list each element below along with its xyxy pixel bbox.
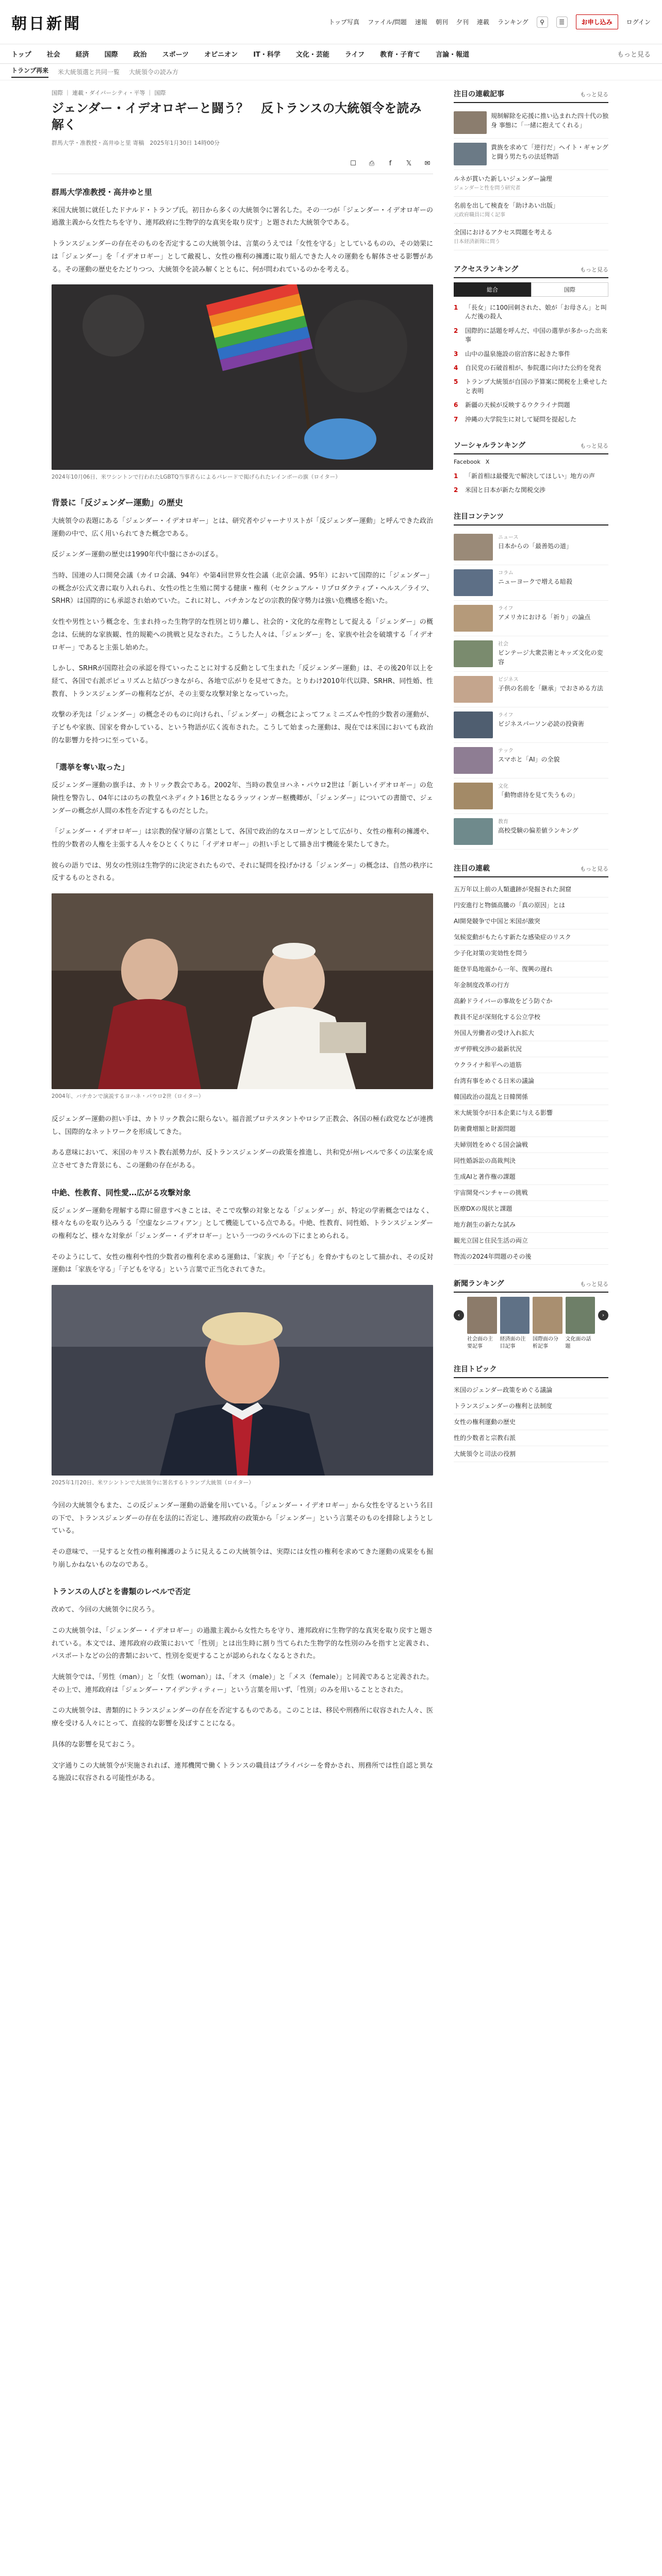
carousel-card[interactable] [500, 1297, 530, 1334]
figure-rainbow-flag [52, 284, 433, 482]
list-item[interactable]: 観光立国と住民生活の両立 [454, 1233, 608, 1249]
nav-item[interactable]: 言論・報道 [436, 51, 470, 59]
list-item[interactable]: 防衛費増額と財源問題 [454, 1121, 608, 1137]
site-header [0, 0, 662, 80]
carousel-captions: 社会面の主要記事 経済面の注目記事 国際面の分析記事 文化面の話題 [467, 1336, 591, 1349]
list-item[interactable]: 米国のジェンダー政策をめぐる議論 [454, 1382, 608, 1398]
ranking-item[interactable]: 2 国際的に話題を呼んだ、中国の選挙が多かった出来事 [454, 327, 608, 344]
list-item[interactable]: 女性の権利運動の歴史 [454, 1414, 608, 1430]
rainbow-flag-illustration [52, 284, 433, 470]
article-title: ジェンダー・イデオロギーと闘う？ 反トランスの大統領令を読み解く [52, 101, 422, 132]
paragraph: この大統領令は、「ジェンダー・イデオロギー」の過激主義から女性たちを守り、連邦政府に生物学的な真実を取り戻すと題されている。本文では、連邦政府の政策において「性別」とは出生時に割り当てられた生物学的な性別のみを指すと定義され、パスポートなどの公的書類において、性別を変更することが認められなくなるとされた。 [52, 1627, 433, 1660]
tab-total[interactable]: 総合 [454, 282, 531, 297]
thumbnail [454, 640, 493, 667]
search-icon[interactable]: ⚲ [537, 16, 548, 28]
thumbnail [454, 111, 487, 134]
list-item[interactable]: 宇宙開発ベンチャーの挑戦 [454, 1185, 608, 1201]
sub-nav [0, 64, 662, 80]
paragraph: 米国大統領に就任したドナルド・トランプ氏。初日から多くの大統領令に署名した。その一つが「ジェンダー・イデオロギーの過激主義から女性たちを守り、連邦政府に生物学的な真実を取り戻す」と題された大統領令である。 [52, 206, 433, 227]
subscribe-button[interactable]: お申し込み [576, 14, 618, 29]
list-item[interactable]: 生成AIと著作権の課題 [454, 1169, 608, 1185]
feature-item[interactable]: 教育 高校受験の偏差値ランキング [454, 814, 608, 850]
section-heading: 背景に「反ジェンダー運動」の歴史 [52, 498, 184, 508]
thumbnail [454, 676, 493, 703]
menu-icon[interactable]: ☰ [556, 16, 568, 28]
more-link[interactable]: もっと見る [580, 266, 608, 273]
photo-rainbow-flag[interactable] [52, 284, 433, 470]
list-item[interactable]: 円安進行と物価高騰の「真の原因」とは [454, 897, 608, 913]
list-item[interactable]: 外国人労働者の受け入れ拡大 [454, 1025, 608, 1041]
list-item[interactable]: 韓国政治の混乱と日韓関係 [454, 1089, 608, 1105]
thumbnail [454, 534, 493, 561]
paragraph: この大統領令は、書類的にトランスジェンダーの存在を否定するものである。このことは、移民や刑務所に収容された人々、医療を受ける人々にとって、直接的な影響を及ぼすことになる。 [52, 1707, 433, 1728]
bookmark-icon[interactable]: ☐ [350, 160, 356, 168]
trump-illustration [52, 1285, 433, 1476]
nav-item[interactable]: 教育・子育て [380, 51, 421, 59]
paragraph: 反ジェンダー運動の担い手は、カトリック教会に限らない。福音派プロテスタントやロシア正教会、各国の極右政党などが連携し、国際的なネットワークを形成してきた。 [52, 1115, 433, 1136]
more-link[interactable]: もっと見る [580, 865, 608, 872]
nav-item[interactable]: 経済 [75, 51, 89, 59]
top-link[interactable]: 夕刊 [456, 19, 469, 26]
list-item[interactable]: 能登半島地震から一年、復興の遅れ [454, 961, 608, 977]
paragraph: しかし、SRHRが国際社会の承認を得ていったことに対する反動として生まれた「反ジェンダー運動」は、その後20年以上を経て、各国で右派ポピュリズムと結びつきながら、各地で広がりを見せてきた。とりわけ2010年代以降、SRHR、同性婚、性教育、トランスジェンダーの権利などが、その主要な攻撃対象となっていった。 [52, 665, 433, 698]
list-item[interactable]: ガザ停戦交渉の最新状況 [454, 1041, 608, 1057]
list-item[interactable]: 貴族を求めて「逆行だ」ヘイト・ギャングと闘う男たちの法廷物語 [454, 139, 608, 170]
list-item[interactable]: 気候変動がもたらす新たな感染症のリスク [454, 929, 608, 945]
sidebar-heading: 注目コンテンツ [454, 511, 608, 526]
ranking-item[interactable]: 6 新疆の天候が反映するウクライナ問題 [454, 401, 570, 409]
paragraph: 改めて、今回の大統領令に戻ろう。 [52, 1606, 159, 1614]
list-item[interactable]: ルネが貫いた新しいジェンダー論理 ジェンダーと性を問う研究者 [454, 170, 608, 197]
access-ranking [454, 264, 608, 427]
paragraph: トランスジェンダーの存在そのものを否定するこの大統領令は、言葉のうえでは「女性を守る」としているものの、その効果には「ジェンダー」を「イデオロギー」として敵視し、女性の権利の擁護に取り組んできた人々の運動をも解体させる影響がある。その運動の歴史をたどりつつ、大統領令を読み解くとともに、何が問われているのかを考える。 [52, 240, 433, 274]
facebook-icon[interactable]: f [389, 160, 392, 168]
list-item[interactable]: 大統領令と司法の役割 [454, 1446, 608, 1462]
paragraph: 女性や男性という概念を、生まれ持った生物学的な性別と切り離し、社会的・文化的な産物として捉える「ジェンダー」の概念は、伝統的な家族観、性的規範への挑戦と見なされた。こうした人々は、「ジェンダー」を、家族や社会を破壊する「イデオロギー」であると主張し始めた。 [52, 618, 433, 652]
carousel-card[interactable] [533, 1297, 562, 1334]
top-link[interactable]: ランキング [497, 19, 528, 26]
x-icon[interactable]: 𝕏 [406, 160, 412, 168]
feature-item[interactable]: テック スマホと「AI」の全貌 [454, 743, 608, 778]
paragraph: 反ジェンダー運動を理解する際に留意すべきことは、そこで攻撃の対象となる「ジェンダー」が、特定の学術概念ではなく、様々なものを取り込みうる「空虚なシニフィアン」として機能している点である。中絶、性教育、同性婚、トランスジェンダーの権利など、様々な対象が「ジェンダー・イデオロギー」という一つのラベルの下にまとめられる。 [52, 1207, 433, 1241]
more-link[interactable]: もっと見る [580, 442, 608, 449]
top-link[interactable]: 速報 [415, 19, 427, 26]
paragraph: 文字通りこの大統領令が実施されれば、連邦機関で働くトランスの職員はプライバシーを脅かされ、刑務所では性自認と異なる施設に収容される可能性がある。 [52, 1761, 433, 1783]
chevron-right-icon[interactable]: › [598, 1310, 608, 1320]
mail-icon[interactable]: ✉ [424, 160, 431, 168]
section-heading: 中絶、性教育、同性愛…広がる攻撃対象 [52, 1188, 191, 1197]
sidebar-heading: 注目トピック [454, 1364, 608, 1378]
print-icon[interactable]: ⎙ [369, 160, 375, 168]
thumbnail [454, 711, 493, 738]
ranking-item[interactable]: 1 「長女」に100回刺された、娘が「お母さん」と叫んだ後の殺人 [454, 304, 607, 320]
list-item[interactable]: AI開発競争で中国と米国が激突 [454, 913, 608, 929]
paragraph: 攻撃の矛先は「ジェンダー」の概念そのものに向けられ、「ジェンダー」の概念によってフェミニズムや性的少数者の運動が、子どもや家族、国家を脅かしている、という物語が広く流布された。こうして始まった運動は、現在では米国においても政治的な影響力を持つに至っている。 [52, 711, 433, 744]
sidebar-heading: アクセスランキング もっと見る [454, 264, 608, 278]
thumbnail [454, 747, 493, 774]
feature-item[interactable]: ライフ ビジネスパーソン必読の投資術 [454, 707, 608, 743]
paragraph: 具体的な影響を見ておこう。 [52, 1740, 139, 1749]
subnav-active[interactable]: トランプ再来 [11, 66, 48, 78]
section-heading: 「選挙を奪い取った」 [52, 762, 129, 772]
list-item[interactable]: 同性婚訴訟の高裁判決 [454, 1153, 608, 1169]
nav-item[interactable]: IT・科学 [253, 51, 280, 59]
more-link[interactable]: もっと見る [580, 91, 608, 98]
figure-pope [52, 893, 433, 1101]
photo-trump[interactable] [52, 1285, 433, 1476]
site-logo[interactable]: 朝日新聞 [11, 14, 81, 33]
paragraph: 反ジェンダー運動の歴史は1990年代中盤にさかのぼる。 [52, 551, 223, 559]
nav-item[interactable]: トップ [11, 51, 31, 59]
list-item[interactable]: 台湾有事をめぐる日米の議論 [454, 1073, 608, 1089]
paragraph: ある意味において、米国のキリスト教右派勢力が、反トランスジェンダーの政策を推進し、共和党が州レベルで多くの法案を成立させてきた背景にも、この運動の存在がある。 [52, 1149, 433, 1170]
x-tab[interactable]: X [485, 458, 490, 465]
paragraph: 「ジェンダー・イデオロギー」は宗教的保守層の言葉として、各国で政治的なスローガンとして広がり、女性の権利の擁護や、性的少数者の人権を主張する人々をひとくくりに「イデオロギー」の担い手として描き出す機能を果たしてきた。 [52, 828, 433, 849]
nav-item[interactable]: スポーツ [162, 51, 189, 59]
paragraph: 当時、国連の人口開発会議（カイロ会議、94年）や第4回世界女性会議（北京会議、95年）において国際的に「ジェンダー」の概念が公式文書に取り入れられ、女性の性と生殖に関する健康・権利（セクシュアル・リプロダクティブ・ヘルス／ライツ、SRHR）は国際的にも承認され始めていた。これに対し、バチカンなどの宗教的保守勢力は強い危機感を抱いた。 [52, 572, 433, 605]
list-item[interactable]: ウクライナ和平への道筋 [454, 1057, 608, 1073]
social-tabs [454, 459, 608, 465]
top-link[interactable]: 連載 [476, 19, 489, 26]
list-item[interactable]: 規制解除を応援に推い込まれた四十代の独身 事態に「一緒に抱えてくれる」 [454, 107, 608, 139]
ranking-item[interactable]: 7 沖縄の大学院生に対して疑問を提起した [454, 415, 577, 423]
list-item[interactable]: 夫婦別姓をめぐる国会論戦 [454, 1137, 608, 1153]
chevron-left-icon[interactable]: ‹ [454, 1310, 464, 1320]
paragraph: 今回の大統領令もまた、この反ジェンダー運動の語彙を用いている。「ジェンダー・イデオロギー」から女性を守るという名目の下で、トランスジェンダーの存在を法的に否定し、連邦政府の政策から「ジェンダー」という言葉そのものを排除しようとしている。 [52, 1501, 433, 1535]
list-item[interactable]: トランスジェンダーの権利と法制度 [454, 1398, 608, 1414]
top-links [328, 14, 651, 29]
nav-item[interactable]: オピニオン [204, 51, 238, 59]
sidebar-heading: 注目の連載記事 もっと見る [454, 89, 608, 103]
subnav-item[interactable]: 大統領令の読み方 [129, 69, 179, 76]
digital-content [454, 511, 608, 850]
paragraph: その意味で、一見すると女性の権利擁護のように見えるこの大統領令は、実際には女性の権利を求めてきた運動の成果をも掘り崩しかねないものなのである。 [52, 1548, 433, 1569]
photo-caption: 2024年10月06日、米ワシントンで行われたLGBTQ当事者らによるパレードで掲げられたレインボーの旗（ロイター） [52, 474, 341, 481]
nav-item[interactable]: 社会 [46, 51, 60, 59]
main-nav [0, 44, 662, 64]
paragraph: 大統領令では、「男性（man）」と「女性（woman）」は、「オス（male）」と「メス（female）」と同義であると定義された。その上で、連邦政府は「ジェンダー・アイデンティティー」という言葉を用いず、「性別」のみを用いることとされた。 [52, 1673, 433, 1694]
ranking-tabs [454, 282, 608, 297]
thumbnail [454, 143, 487, 165]
top-bar [0, 0, 662, 44]
feature-item[interactable]: コラム ニューヨークで増える暗殺 [454, 565, 608, 601]
thumbnail [454, 605, 493, 632]
nav-item[interactable]: ライフ [344, 51, 365, 59]
photo-caption: 2025年1月20日、米ワシントンで大統領令に署名するトランプ大統領（ロイター） [52, 1480, 254, 1486]
feature-item[interactable]: ビジネス 子供の名前を「継承」でおさめる方法 [454, 672, 608, 707]
photo-caption: 2004年、バチカンで演説するヨハネ・パウロ2世（ロイター） [52, 1093, 204, 1100]
list-item[interactable]: 医療DXの現状と課題 [454, 1201, 608, 1217]
carousel-card[interactable] [566, 1297, 595, 1334]
list-item[interactable]: 物流の2024年問題のその後 [454, 1249, 608, 1265]
ranking-item[interactable]: 1 「新首相は最優先で解決してほしい」地方の声 [454, 472, 595, 480]
article-meta: 群馬大学・准教授・高井ゆと里 寄稿 2025年1月30日 14時00分 [52, 139, 220, 146]
page-body [0, 80, 662, 1793]
article [52, 80, 433, 1793]
ranking-item[interactable]: 5 トランプ大統領が自国の予算案に関税を上乗せしたと表明 [454, 378, 608, 395]
author-heading: 群馬大学准教授・高井ゆと里 [52, 187, 153, 197]
carousel [454, 1297, 608, 1334]
subnav-item[interactable]: 米大統領選と共同一覧 [58, 69, 120, 76]
breadcrumb[interactable]: 国際 ｜ 連載・ダイバーシティ・平等 ｜ 国際 [52, 90, 166, 96]
nav-more-link[interactable]: もっと見る [617, 51, 651, 59]
newspaper-ranking [454, 1278, 608, 1350]
list-item[interactable]: 年金制度改革の行方 [454, 977, 608, 993]
list-item[interactable]: 全国におけるアクセス問題を考える 日本経済新聞に問う [454, 224, 608, 250]
list-item[interactable]: 高齢ドライバーの事故をどう防ぐか [454, 993, 608, 1009]
nav-item[interactable]: 政治 [133, 51, 147, 59]
thumbnail [454, 818, 493, 845]
sidebar-heading: 新聞ランキング もっと見る [454, 1278, 608, 1293]
carousel-card[interactable] [467, 1297, 497, 1334]
featured-series [454, 89, 608, 250]
paragraph: そのようにして、女性の権利や性的少数者の権利を求める運動は、「家族」や「子ども」を脅かすものとして描かれ、その反対運動は「家族を守る」「子どもを守る」という言葉で正当化されてきた。 [52, 1253, 433, 1274]
top-link[interactable]: 朝刊 [435, 19, 448, 26]
list-item[interactable]: 教員不足が深刻化する公立学校 [454, 1009, 608, 1025]
ranking-item[interactable]: 3 山中の温泉施設の宿泊客に起きた事件 [454, 350, 571, 358]
top-link[interactable]: トップ写真 [328, 19, 360, 26]
tab-intl[interactable]: 国際 [531, 282, 608, 297]
social-ranking [454, 440, 608, 498]
sidebar-heading: ソーシャルランキング もっと見る [454, 440, 608, 454]
section-heading: トランスの人びとを書類のレベルで否定 [52, 1587, 191, 1597]
list-item[interactable]: 地方創生の新たな試み [454, 1217, 608, 1233]
feature-item[interactable]: ニュース 日本からの「最善処の道」 [454, 530, 608, 565]
pope-illustration [52, 893, 433, 1089]
ranking-item[interactable]: 2 米国と日本が新たな関税交渉 [454, 486, 546, 494]
nav-item[interactable]: 文化・芸能 [295, 51, 329, 59]
list-item[interactable]: 名前を出して検査を「助けあい出版」 元政府職員に聞く記事 [454, 197, 608, 224]
sidebar [454, 80, 608, 1793]
list-item[interactable]: 五万年以上前の人類遺跡が発掘された洞窟 [454, 882, 608, 897]
facebook-tab[interactable]: Facebook [454, 458, 481, 465]
feature-item[interactable]: 社会 ビンテージ大衆芸術とキッズ文化の変容 [454, 636, 608, 672]
latest-list [454, 863, 608, 1265]
figure-trump [52, 1285, 433, 1487]
list-item[interactable]: 少子化対策の実効性を問う [454, 945, 608, 961]
paragraph: 彼らの語りでは、男女の性別は生物学的に決定されたもので、それに疑問を投げかける「ジェンダー」の概念は、自然の秩序に反するものとされる。 [52, 861, 433, 883]
ranking-item[interactable]: 4 自民党の石破首相が、参院選に向けた公約を発表 [454, 364, 602, 371]
share-bar [52, 158, 433, 174]
more-link[interactable]: もっと見る [580, 1280, 608, 1287]
thumbnail [454, 569, 493, 596]
login-link[interactable]: ログイン [626, 19, 651, 26]
top-link[interactable]: ファイル/問題 [368, 19, 407, 26]
paragraph: 反ジェンダー運動の旗手は、カトリック教会である。2002年、当時の教皇ヨハネ・パウロ2世は「新しいイデオロギー」の危険性を警告し、04年にはのちの教皇ベネディクト16世となるラッツィンガー枢機卿が、「ジェンダー」についての書簡で、ジェンダーの概念が人間の本性を否定するものだとした。 [52, 782, 433, 815]
feature-item[interactable]: ライフ アメリカにおける「祈り」の論点 [454, 601, 608, 636]
thumbnail [454, 783, 493, 809]
sidebar-heading: 注目の連載 もっと見る [454, 863, 608, 877]
feature-item[interactable]: 文化 「動物虐待を見て失うもの」 [454, 778, 608, 814]
list-item[interactable]: 米大統領令が日本企業に与える影響 [454, 1105, 608, 1121]
list-item[interactable]: 性的少数者と宗教右派 [454, 1430, 608, 1446]
paragraph: 大統領令の表題にある「ジェンダー・イデオロギー」とは、研究者やジャーナリストが「反ジェンダー運動」と呼んできた政治運動の中で、広く用いられてきた概念である。 [52, 517, 433, 538]
photo-pope[interactable] [52, 893, 433, 1089]
picks-list [454, 1364, 608, 1462]
nav-item[interactable]: 国際 [104, 51, 118, 59]
